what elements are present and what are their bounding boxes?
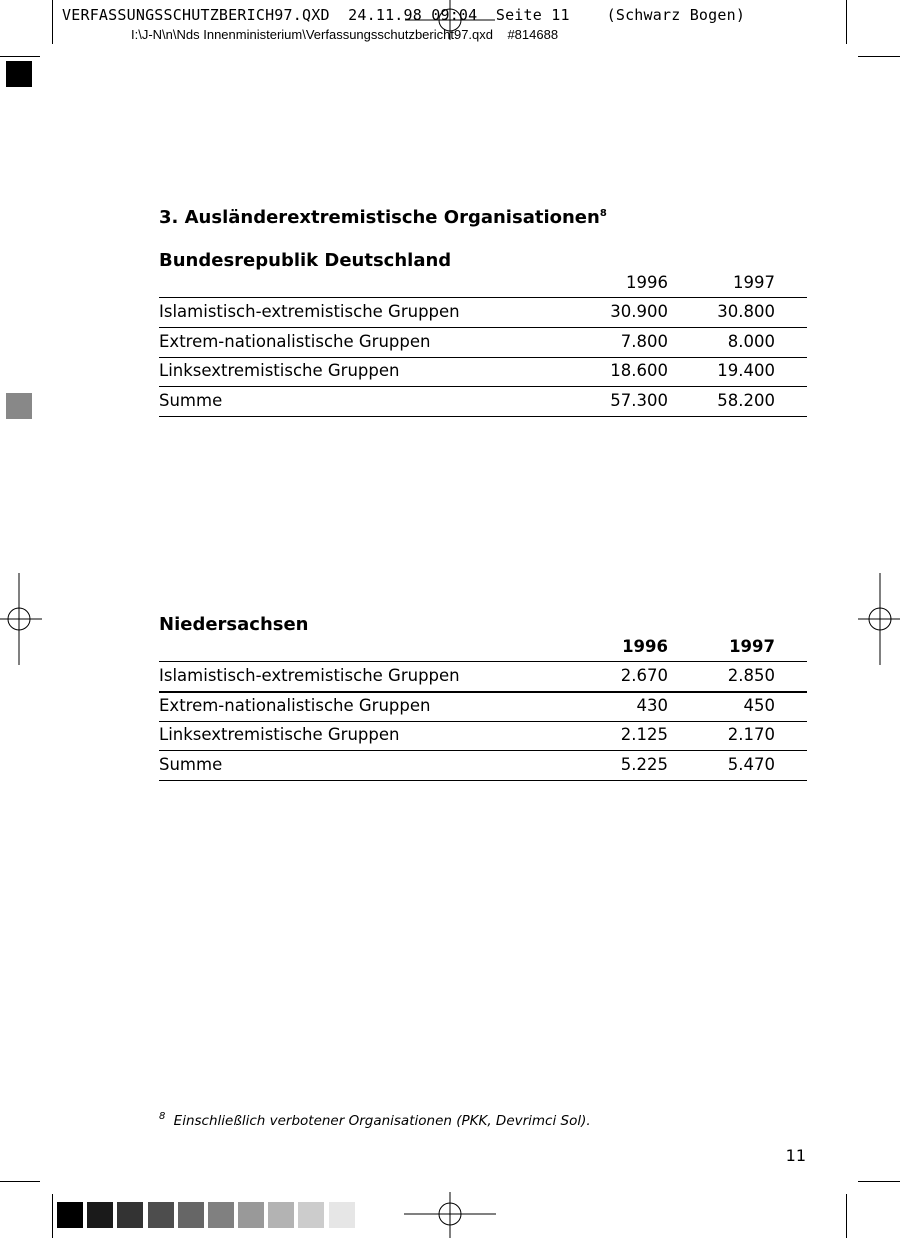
crop-mark-bottom-left (52, 1194, 53, 1238)
table-nds-col-1997: 1997 (729, 637, 775, 656)
row-label: Extrem-nationalistische Gruppen (159, 696, 431, 715)
crop-mark-bottom-right (846, 1194, 847, 1238)
color-bar-swatch (117, 1202, 143, 1228)
table-row (159, 662, 807, 693)
row-value-1997: 30.800 (717, 302, 775, 321)
crop-mark-bottom-left-h (0, 1181, 40, 1182)
table-row (159, 721, 807, 751)
color-bar-swatch (268, 1202, 294, 1228)
table-row-summe (159, 387, 807, 417)
color-bar-swatch (329, 1202, 355, 1228)
table-row-summe (159, 751, 807, 781)
row-value-1996: 2.670 (620, 666, 668, 685)
color-bar-swatch (298, 1202, 324, 1228)
row-value-1997: 2.170 (727, 725, 775, 744)
row-value-1997: 5.470 (727, 755, 775, 774)
crop-mark-top-right (846, 0, 847, 44)
row-label: Islamistisch-extremistische Gruppen (159, 302, 460, 321)
row-value-1997: 2.850 (727, 666, 775, 685)
row-label: Extrem-nationalistische Gruppen (159, 332, 431, 351)
table-row (159, 692, 807, 722)
row-value-1996: 2.125 (620, 725, 668, 744)
slug-line-path: I:\J-N\n\Nds Innenministerium\Verfassungsschutzbericht97.qxd #814688 (131, 27, 559, 42)
side-marker-gray (6, 393, 32, 419)
row-value-1996: 57.300 (610, 391, 668, 410)
table-brd-col-1997: 1997 (733, 273, 775, 292)
footnote (159, 1111, 591, 1129)
footnote-reference: 8 (599, 208, 607, 219)
row-value-1996: 30.900 (610, 302, 668, 321)
crop-mark-top-left-h (0, 56, 40, 57)
side-marker-black (6, 61, 32, 87)
slug-line-file-info: VERFASSUNGSSCHUTZBERICH97.QXD 24.11.98 09:04 Seite 11 (Schwarz Bogen) (62, 6, 746, 24)
registration-mark-bottom-icon (404, 1192, 496, 1238)
color-bar-swatch (178, 1202, 204, 1228)
color-bar-swatch (87, 1202, 113, 1228)
row-value-1996: 5.225 (620, 755, 668, 774)
row-label: Linksextremistische Gruppen (159, 725, 400, 744)
color-bar-swatch (57, 1202, 83, 1228)
row-value-1997: 450 (743, 696, 775, 715)
row-label: Islamistisch-extremistische Gruppen (159, 666, 460, 685)
color-bar-swatch (208, 1202, 234, 1228)
row-label: Linksextremistische Gruppen (159, 361, 400, 380)
row-value-1997: 58.200 (717, 391, 775, 410)
crop-mark-top-right-h (858, 56, 900, 57)
table-brd-heading: Bundesrepublik Deutschland (159, 250, 452, 271)
section-title-text: 3. Ausländerextremistische Organisationen (159, 207, 600, 228)
table-nds-heading: Niedersachsen (159, 614, 309, 635)
row-value-1996: 7.800 (620, 332, 668, 351)
row-value-1997: 19.400 (717, 361, 775, 380)
crop-mark-bottom-right-h (858, 1181, 900, 1182)
footnote-text: Einschließlich verbotener Organisationen (PKK, Devrimci Sol). (173, 1112, 591, 1129)
crop-mark-top-left (52, 0, 53, 44)
row-label: Summe (159, 391, 223, 410)
registration-mark-left-icon (0, 573, 42, 665)
section-title (159, 207, 607, 228)
registration-mark-right-icon (858, 573, 900, 665)
table-nds-col-1996: 1996 (622, 637, 668, 656)
row-value-1997: 8.000 (727, 332, 775, 351)
page-number: 11 (785, 1146, 806, 1165)
row-value-1996: 18.600 (610, 361, 668, 380)
footnote-marker: 8 (159, 1111, 166, 1122)
color-bar-swatch (148, 1202, 174, 1228)
table-row (159, 328, 807, 358)
row-value-1996: 430 (636, 696, 668, 715)
row-label: Summe (159, 755, 223, 774)
table-row (159, 357, 807, 387)
table-brd-col-1996: 1996 (626, 273, 668, 292)
table-row (159, 298, 807, 328)
color-bar-swatch (238, 1202, 264, 1228)
registration-mark-top-icon (400, 0, 500, 40)
